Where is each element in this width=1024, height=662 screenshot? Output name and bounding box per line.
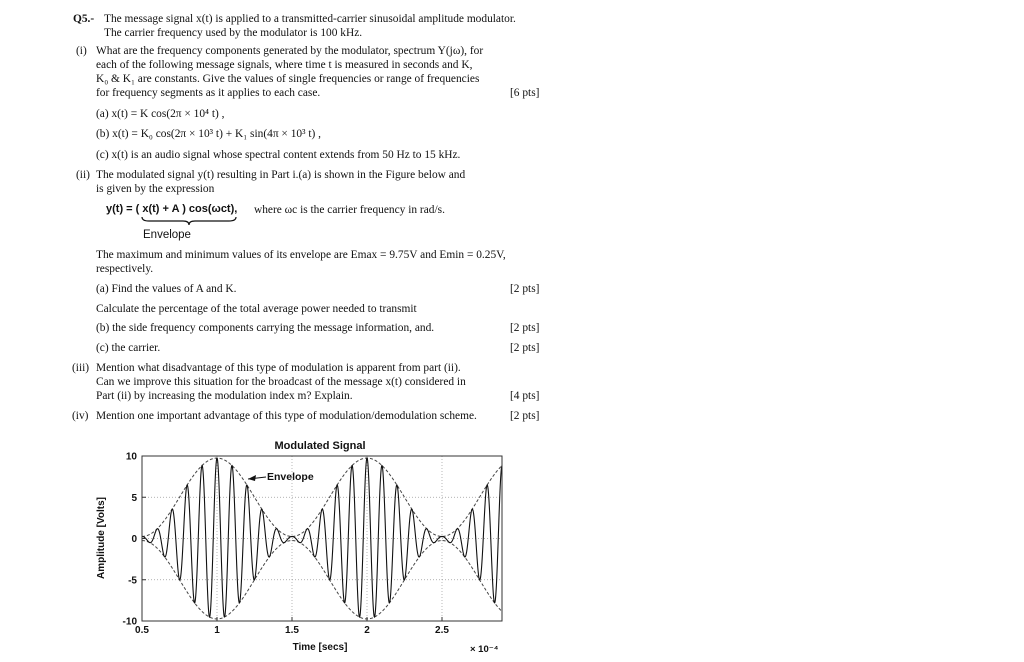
question-intro-line1: The message signal x(t) is applied to a transmitted-carrier sinusoidal amplitude modulator. bbox=[104, 13, 516, 25]
part-iv-points: [2 pts] bbox=[510, 410, 540, 422]
part-i-line1: What are the frequency components generated by the modulator, spectrum Y(jω), for bbox=[96, 45, 484, 57]
part-ii-line2: is given by the expression bbox=[96, 183, 215, 195]
part-iii-line3: Part (ii) by increasing the modulation index m? Explain. bbox=[96, 390, 353, 402]
y-tick-label: 0 bbox=[131, 534, 137, 545]
part-i-points: [6 pts] bbox=[510, 87, 540, 99]
part-ii-calc: Calculate the percentage of the total average power needed to transmit bbox=[96, 303, 417, 315]
part-ii-c: (c) the carrier. bbox=[96, 342, 161, 354]
part-i-a: (a) x(t) = K cos(2π × 10⁴ t) , bbox=[96, 108, 225, 120]
equation-y-of-t: y(t) = ( x(t) + A ) cos(ωct), bbox=[106, 203, 238, 215]
part-i-c: (c) x(t) is an audio signal whose spectral content extends from 50 Hz to 15 kHz. bbox=[96, 149, 461, 161]
envelope-brace bbox=[141, 216, 237, 226]
x-tick-label: 1.5 bbox=[285, 625, 299, 636]
x-tick-label: 2.5 bbox=[435, 625, 449, 636]
part-ii-a-points: [2 pts] bbox=[510, 283, 540, 295]
part-i-line3: K₀ & K₁ are constants. Give the values of single frequencies or range of frequencies bbox=[96, 73, 480, 85]
part-iv-line1: Mention one important advantage of this type of modulation/demodulation scheme. bbox=[96, 410, 477, 422]
y-tick-label: -10 bbox=[122, 616, 137, 628]
x-tick-label: 0.5 bbox=[135, 625, 149, 636]
signal-series bbox=[142, 458, 502, 617]
y-tick-label: 5 bbox=[131, 492, 137, 504]
part-i-b: (b) x(t) = K₀ cos(2π × 10³ t) + K₁ sin(4π × 10³ t) , bbox=[96, 128, 322, 140]
signal-line bbox=[142, 458, 502, 617]
part-i-line4: for frequency segments as it applies to each case. bbox=[96, 87, 321, 99]
part-ii-b-points: [2 pts] bbox=[510, 322, 540, 334]
part-ii-b: (b) the side frequency components carrying the message information, and. bbox=[96, 322, 435, 334]
part-iv-label: (iv) bbox=[72, 410, 89, 422]
y-tick-label: 10 bbox=[125, 451, 137, 463]
part-i-label: (i) bbox=[76, 45, 87, 57]
envelope-brace-label: Envelope bbox=[143, 229, 191, 241]
part-ii-env-line2: respectively. bbox=[96, 263, 154, 275]
x-tick-label: 2 bbox=[364, 625, 370, 636]
envelope-annotation bbox=[248, 471, 314, 483]
part-ii-c-points: [2 pts] bbox=[510, 342, 540, 354]
part-iii-line2: Can we improve this situation for the broadcast of the message x(t) considered in bbox=[96, 376, 466, 388]
part-ii-line1: The modulated signal y(t) resulting in Part i.(a) is shown in the Figure below and bbox=[96, 169, 466, 181]
question-intro-line2: The carrier frequency used by the modulator is 100 kHz. bbox=[104, 27, 363, 39]
part-iii-line1: Mention what disadvantage of this type of modulation is apparent from part (ii). bbox=[96, 362, 461, 374]
x-axis-label: Time [secs] bbox=[292, 642, 348, 653]
part-ii-a: (a) Find the values of A and K. bbox=[96, 283, 237, 295]
y-tick-label: -5 bbox=[128, 575, 137, 587]
annotation-arrow-head bbox=[248, 475, 256, 481]
x-tick-label: 1 bbox=[214, 625, 220, 636]
y-axis-label: Amplitude [Volts] bbox=[96, 496, 107, 580]
part-iii-points: [4 pts] bbox=[510, 390, 540, 402]
part-iii-label: (iii) bbox=[72, 362, 90, 374]
part-ii-env-line1: The maximum and minimum values of its envelope are Emax = 9.75V and Emin = 0.25V, bbox=[96, 249, 506, 261]
equation-where: where ωc is the carrier frequency in rad/s. bbox=[254, 204, 445, 216]
modulated-signal-chart bbox=[90, 434, 520, 660]
part-i-line2: each of the following message signals, where time t is measured in seconds and K, bbox=[96, 59, 473, 71]
x-axis-multiplier: × 10⁻⁴ bbox=[470, 644, 499, 655]
part-ii-label: (ii) bbox=[76, 169, 90, 181]
envelope-annotation-label: Envelope bbox=[267, 471, 314, 483]
chart-title: Modulated Signal bbox=[274, 440, 366, 452]
question-number: Q5.- bbox=[73, 13, 95, 25]
